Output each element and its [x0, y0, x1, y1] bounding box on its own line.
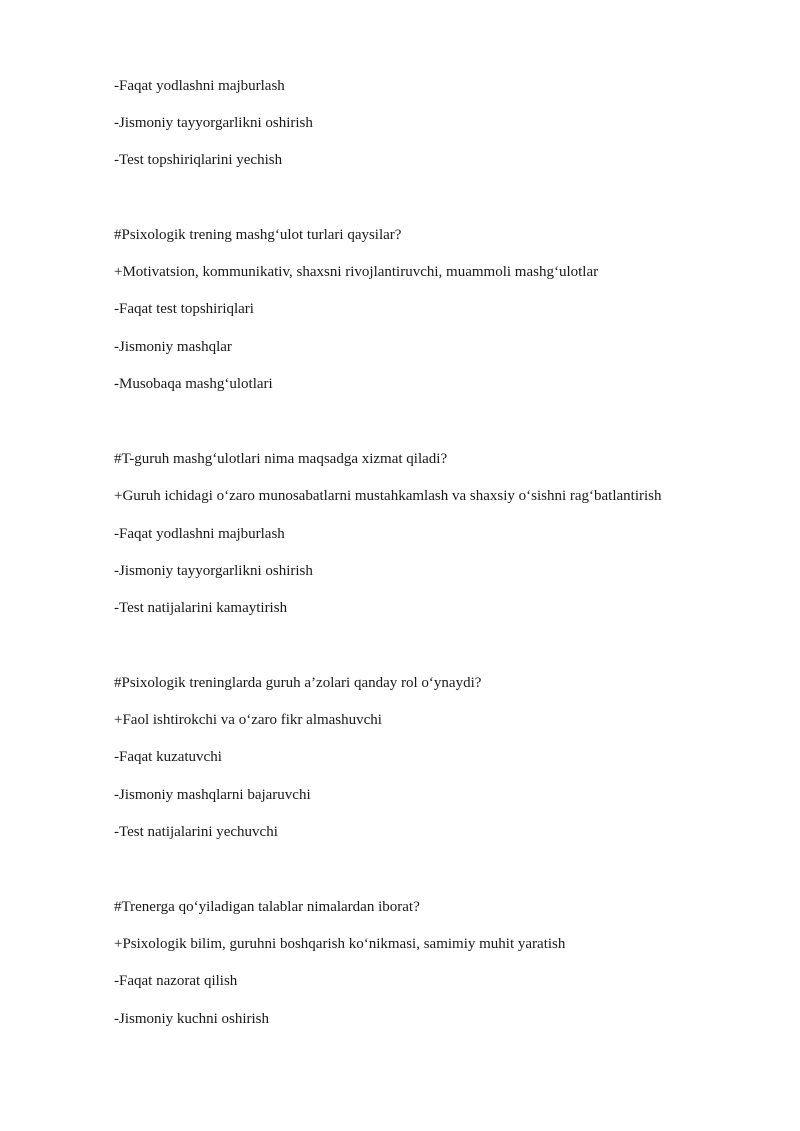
answer-option: -Test natijalarini kamaytirish — [114, 600, 288, 616]
answer-option: -Faqat nazorat qilish — [114, 973, 238, 989]
correct-answer: +Motivatsion, kommunikativ, shaxsni rivojlantiruvchi, muammoli mashg‘ulotlar — [114, 264, 599, 280]
answer-option: -Faqat kuzatuvchi — [114, 749, 222, 765]
answer-option: -Jismoniy mashqlarni bajaruvchi — [114, 787, 311, 803]
answer-option: -Jismoniy mashqlar — [114, 339, 232, 355]
correct-answer: +Guruh ichidagi o‘zaro munosabatlarni mustahkamlash va shaxsiy o‘sishni rag‘batlantirish — [114, 488, 662, 504]
answer-option: -Jismoniy tayyorgarlikni oshirish — [114, 115, 313, 131]
answer-option: -Musobaqa mashg‘ulotlari — [114, 376, 273, 392]
question-line: #T-guruh mashg‘ulotlari nima maqsadga xizmat qiladi? — [114, 451, 448, 467]
answer-option: -Jismoniy tayyorgarlikni oshirish — [114, 563, 313, 579]
question-line: #Psixologik treninglarda guruh a’zolari qanday rol o‘ynaydi? — [114, 675, 482, 691]
answer-option: -Faqat yodlashni majburlash — [114, 526, 285, 542]
question-line: #Trenerga qo‘yiladigan talablar nimalardan iborat? — [114, 899, 420, 915]
answer-option: -Faqat test topshiriqlari — [114, 301, 254, 317]
answer-option: -Test natijalarini yechuvchi — [114, 824, 278, 840]
answer-option: -Jismoniy kuchni oshirish — [114, 1011, 270, 1027]
answer-option: -Test topshiriqlarini yechish — [114, 152, 283, 168]
correct-answer: +Faol ishtirokchi va o‘zaro fikr almashuvchi — [114, 712, 382, 728]
answer-option: -Faqat yodlashni majburlash — [114, 78, 285, 94]
correct-answer: +Psixologik bilim, guruhni boshqarish ko‘nikmasi, samimiy muhit yaratish — [114, 936, 566, 952]
question-line: #Psixologik trening mashg‘ulot turlari qaysilar? — [114, 227, 402, 243]
